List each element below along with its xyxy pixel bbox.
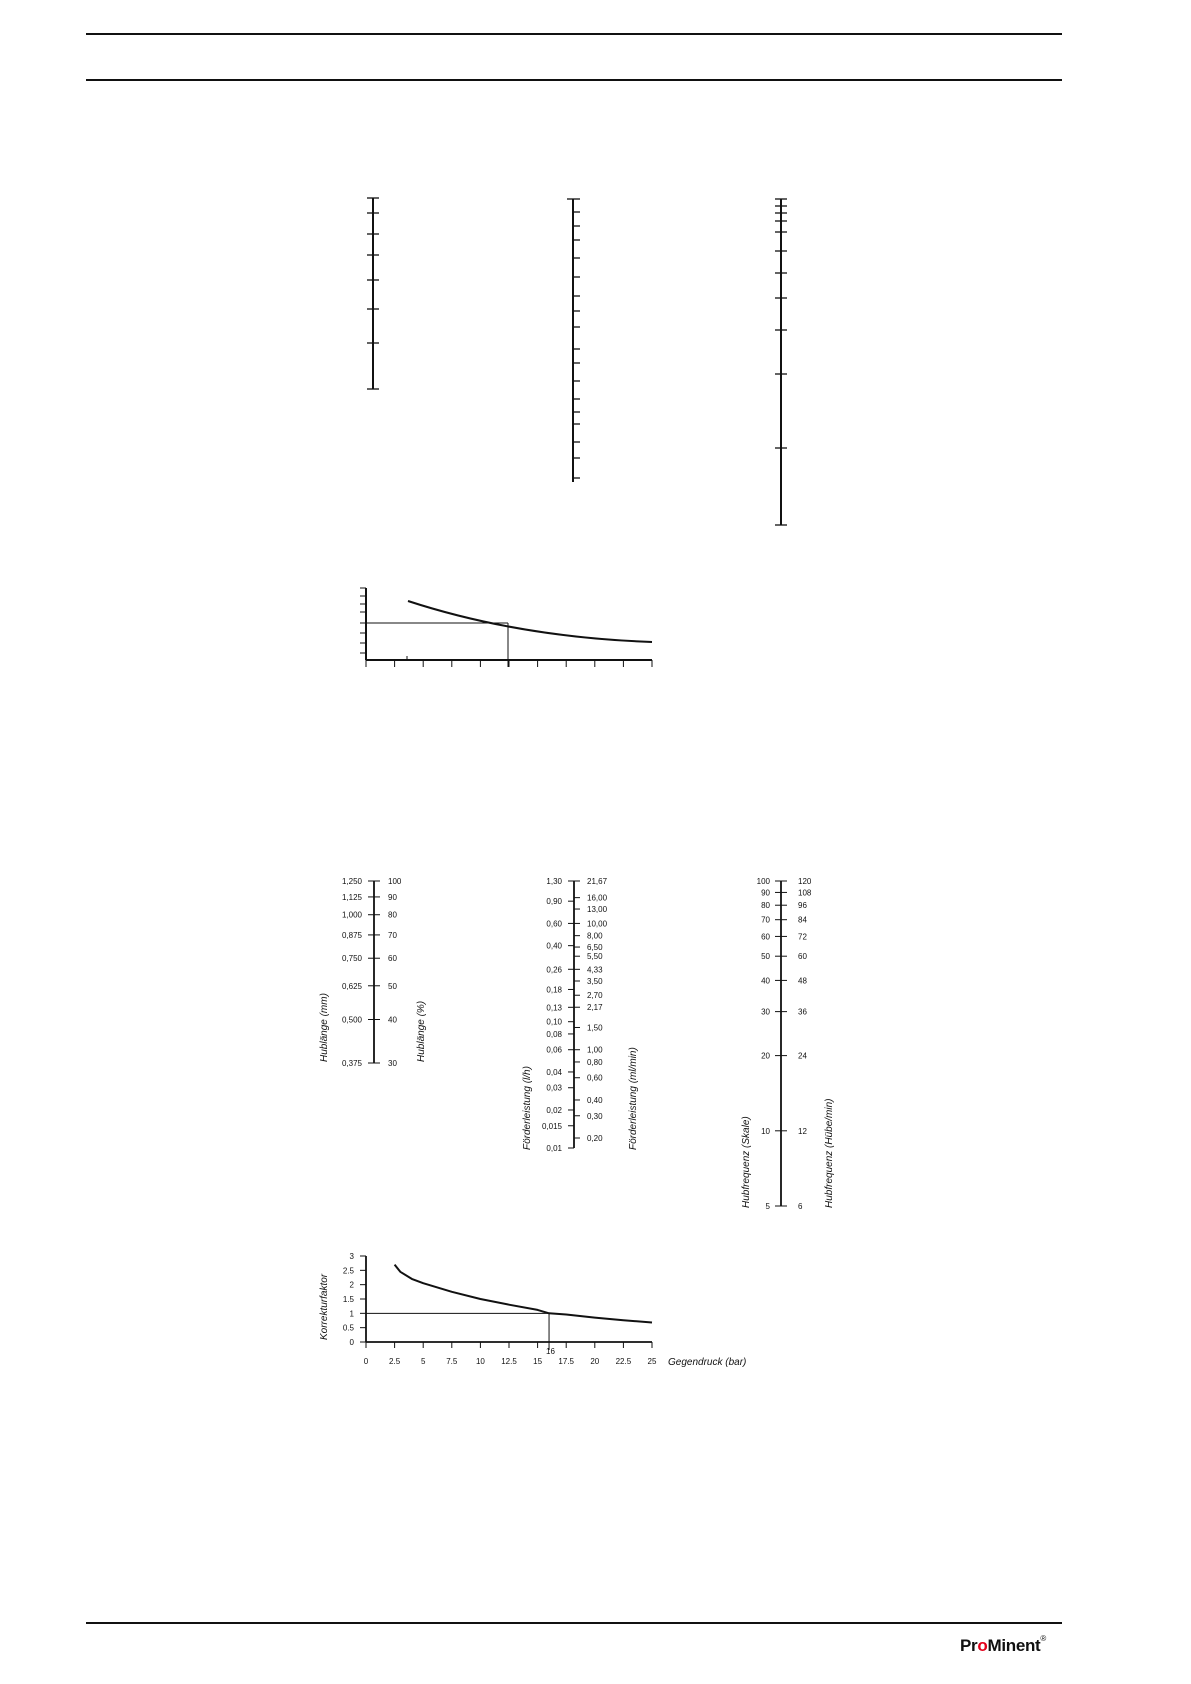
- stroke-length-pct-label: 70: [388, 930, 397, 940]
- stroke-length-pct-label: 80: [388, 910, 397, 920]
- stroke-length-pct-label: 50: [388, 981, 397, 991]
- chart-y-tick-label: 0: [349, 1338, 354, 1347]
- frequency-scale-label: 100: [756, 877, 770, 886]
- frequency-spm-label: 96: [798, 901, 807, 911]
- stroke-length-mm-label: 0,625: [341, 981, 362, 991]
- stroke-length-pct-label: 100: [388, 877, 402, 886]
- capacity-lh-label: 0,01: [546, 1144, 562, 1153]
- frequency-scale-label: 60: [761, 932, 770, 942]
- capacity-lh-label: 1,30: [546, 877, 562, 886]
- frequency-spm-label: 60: [798, 952, 807, 962]
- stroke-length-pct-title: Hublänge (%): [416, 1000, 427, 1062]
- capacity-lh-label: 0,02: [546, 1105, 562, 1115]
- chart-y-tick-label: 3: [349, 1252, 354, 1261]
- capacity-mlmin-label: 0,80: [587, 1057, 603, 1067]
- frequency-spm-label: 6: [798, 1202, 803, 1211]
- capacity-mlmin-label: 1,50: [587, 1023, 603, 1033]
- capacity-lh-label: 0,26: [546, 965, 562, 975]
- frequency-spm-label: 24: [798, 1051, 807, 1061]
- capacity-mlmin-label: 6,50: [587, 943, 603, 953]
- frequency-scale-label: 30: [761, 1007, 770, 1017]
- frequency-spm-title: Hubfrequenz (Hübe/min): [824, 1098, 835, 1208]
- chart-x-tick-label: 12.5: [501, 1357, 517, 1366]
- capacity-mlmin-label: 2,70: [587, 991, 603, 1001]
- frequency-scale-label: 5: [765, 1202, 770, 1211]
- capacity-mlmin-label: 8,00: [587, 931, 603, 941]
- capacity-mlmin-label: 0,60: [587, 1073, 603, 1083]
- capacity-mlmin-label: 5,50: [587, 952, 603, 962]
- chart-x-axis-title: Gegendruck (bar): [668, 1357, 747, 1368]
- capacity-mlmin-label: 16,00: [587, 893, 608, 903]
- chart-y-tick-label: 1.5: [342, 1295, 354, 1304]
- reference-marker-label: 16: [546, 1347, 555, 1356]
- capacity-mlmin-title: Förderleistung (ml/min): [628, 1047, 639, 1150]
- stroke-length-pct-label: 30: [388, 1059, 397, 1068]
- frequency-scale-label: 70: [761, 915, 770, 925]
- chart-y-axis-title: Korrekturfaktor: [319, 1273, 330, 1340]
- capacity-lh-label: 0,015: [541, 1121, 562, 1131]
- stroke-length-mm-title: Hublänge (mm): [319, 993, 330, 1062]
- logo-registered-mark: ®: [1040, 1634, 1047, 1643]
- capacity-mlmin-label: 0,20: [587, 1134, 603, 1143]
- frequency-spm-label: 12: [798, 1126, 807, 1136]
- capacity-mlmin-label: 0,40: [587, 1095, 603, 1105]
- stroke-length-pct-label: 60: [388, 954, 397, 964]
- frequency-spm-label: 120: [798, 877, 812, 886]
- capacity-mlmin-label: 1,00: [587, 1045, 603, 1055]
- capacity-mlmin-label: 2,17: [587, 1003, 603, 1013]
- frequency-spm-label: 72: [798, 932, 807, 942]
- chart-x-tick-label: 25: [647, 1357, 657, 1366]
- chart-y-tick-label: 1: [349, 1309, 354, 1319]
- chart-x-tick-label: 2.5: [389, 1357, 401, 1366]
- frequency-scale-label: 80: [761, 901, 770, 911]
- prominent-logo: [960, 1636, 1046, 1656]
- frequency-spm-label: 108: [798, 888, 812, 898]
- upper-chart-curve: [408, 601, 652, 642]
- chart-x-tick-label: 5: [420, 1357, 426, 1366]
- chart-x-tick-label: 20: [590, 1357, 600, 1366]
- chart-x-tick-label: 10: [475, 1357, 485, 1366]
- stroke-length-mm-label: 1,000: [341, 910, 362, 920]
- frequency-spm-label: 36: [798, 1007, 807, 1017]
- chart-x-tick-label: 17.5: [558, 1357, 574, 1366]
- stroke-length-mm-label: 1,250: [341, 877, 362, 886]
- logo-o: o: [977, 1636, 988, 1655]
- stroke-length-mm-label: 0,750: [341, 954, 362, 964]
- frequency-spm-label: 84: [798, 915, 807, 925]
- capacity-mlmin-label: 13,00: [587, 905, 608, 915]
- capacity-lh-label: 0,06: [546, 1045, 562, 1055]
- chart-x-tick-label: 15: [533, 1357, 543, 1366]
- frequency-scale-label: 40: [761, 976, 770, 986]
- chart-x-tick-label: 0: [363, 1357, 369, 1366]
- capacity-mlmin-label: 4,33: [587, 965, 603, 975]
- chart-y-tick-label: 2: [349, 1280, 354, 1290]
- stroke-length-pct-label: 40: [388, 1015, 397, 1025]
- frequency-scale-label: 50: [761, 952, 770, 962]
- capacity-lh-label: 0,18: [546, 985, 562, 995]
- frequency-scale-label: 20: [761, 1051, 770, 1061]
- capacity-mlmin-label: 3,50: [587, 977, 603, 987]
- chart-y-tick-label: 0.5: [342, 1323, 354, 1333]
- stroke-length-mm-label: 1,125: [341, 892, 362, 902]
- capacity-mlmin-label: 21,67: [587, 877, 608, 886]
- capacity-lh-label: 0,03: [546, 1083, 562, 1093]
- chart-y-tick-label: 2.5: [342, 1266, 354, 1276]
- frequency-scale-label: 10: [761, 1126, 770, 1136]
- capacity-mlmin-label: 0,30: [587, 1111, 603, 1121]
- stroke-length-mm-label: 0,375: [341, 1059, 362, 1068]
- capacity-lh-label: 0,90: [546, 897, 562, 907]
- stroke-length-mm-label: 0,875: [341, 930, 362, 940]
- frequency-scale-title: Hubfrequenz (Skale): [741, 1116, 752, 1208]
- stroke-length-pct-label: 90: [388, 892, 397, 902]
- chart-x-tick-label: 22.5: [615, 1357, 632, 1366]
- capacity-lh-title: Förderleistung (l/h): [522, 1066, 533, 1150]
- capacity-lh-label: 0,10: [546, 1017, 562, 1027]
- capacity-lh-label: 0,60: [546, 919, 562, 929]
- frequency-scale-label: 90: [761, 888, 770, 898]
- frequency-spm-label: 48: [798, 976, 807, 986]
- stroke-length-mm-label: 0,500: [341, 1015, 362, 1025]
- chart-x-tick-label: 7.5: [446, 1357, 458, 1366]
- logo-pr: Pr: [960, 1636, 978, 1655]
- logo-minent: Minent: [987, 1636, 1041, 1655]
- capacity-lh-label: 0,13: [546, 1003, 562, 1013]
- capacity-lh-label: 0,08: [546, 1029, 562, 1039]
- capacity-lh-label: 0,40: [546, 941, 562, 951]
- capacity-lh-label: 0,04: [546, 1067, 562, 1077]
- capacity-mlmin-label: 10,00: [587, 919, 608, 929]
